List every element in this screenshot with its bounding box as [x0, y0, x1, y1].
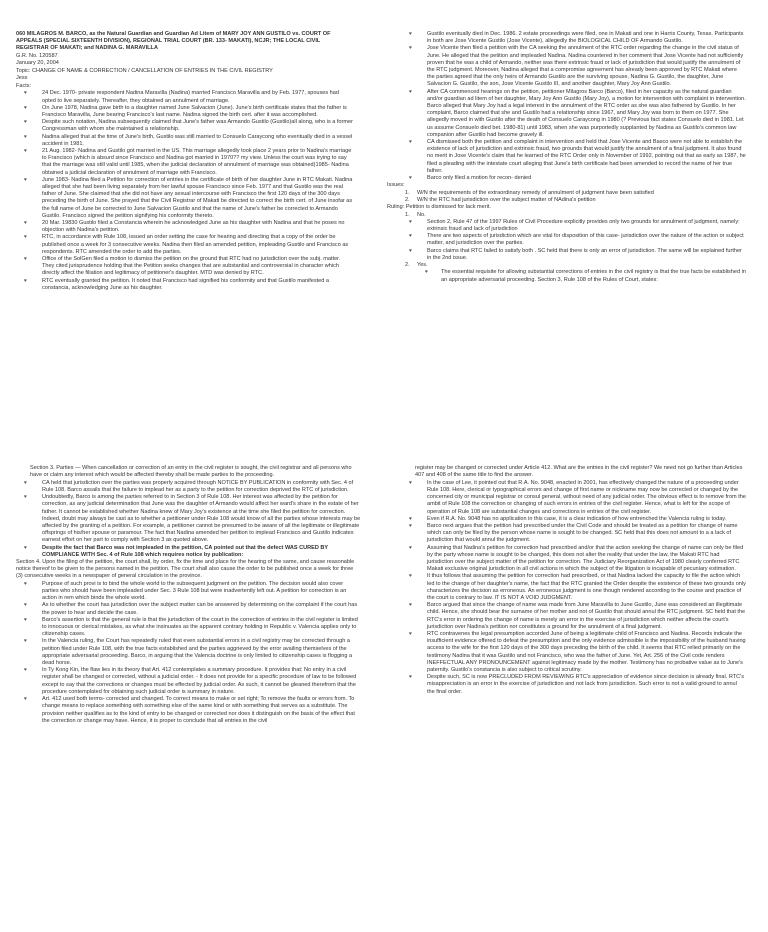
list-item: ♥ In the Valencia ruling, the Court has repeatedly ruled that even substantial errors in a civil registry may be corrected through a petition filed under Rule 108, with the true facts established and the parties aggrieved by the error availing themselves of the appropriate adversarial proceeding. Barco, in arguing that the Valencia doctrine is only limited to citizenship cases is flogging a dead horse. [24, 638, 353, 667]
list-item: ♥ 20 Mar. 19830 Gustilo filed a Constancia wherein he acknowledged June as his daughter with Nadina and that he poses no objection with Nadina's petition. [24, 220, 345, 234]
list-item: ♥ On June 1978, Nadina gave birth to a daughter named June Salvacion (June). June's birth certificate states that the father is Francisco Maravilla, June bearing Francisco's last name. Nadina signed the birth cert. after it was accomplished. [24, 104, 347, 119]
author: Jess [16, 75, 28, 82]
heart-bullet-icon: ♥ [409, 31, 412, 37]
heart-bullet-icon: ♥ [24, 616, 27, 623]
page2-right-column [401, 465, 746, 696]
heart-bullet-icon: ♥ [24, 602, 27, 609]
list-item: ♥ RTC eventually granted the petition. It noted that Francisco had signified his conformity and that Gustilo manifested a constancia, acknowledging June as his daughter. [24, 277, 329, 291]
list-item: ♥ Barco's assertion is that the general rule is that the jurisdiction of the court in the correction of entries in the civil register is limited to innocuous or clerical mistakes, as what she insinuates as the apparent contrary holding in Republic v. Valencia applies only to citizenship cases. [24, 616, 358, 638]
heart-bullet-icon: ♥ [409, 45, 412, 52]
heart-bullet-icon: ♥ [409, 247, 412, 254]
issues-section [387, 182, 746, 283]
list-item: ♥ As to whether the court has jurisdiction over the subject matter can be answered by determining on the complaint if the court has the power to hear and decide the case. [24, 602, 358, 616]
section-3-quote: Section 3. Parties — When cancellation or correction of an entry in the civil register is sought, the civil registrar and all persons who have or claim any interest which would be affected thereby shall be made parties to the proceeding. [30, 465, 352, 479]
heart-bullet-icon: ♥ [409, 630, 412, 637]
heart-bullet-icon: ♥ [24, 119, 27, 126]
list-item: ♥ Nadina alleged that at the time of June's birth, Gustilo was still married to Consuelo Caraycong who eventually died in a vessel accident in 1981. [24, 133, 353, 147]
heart-bullet-icon: ♥ [24, 234, 27, 241]
list-item: ♥ It thus follows that assuming the petition for correction had prescribed, or that Nadina lacked the capacity to file the action which led to the change of her daughter's name, the fact that the RTC granted the Order despite the existence of these two grounds only characterizes the decision as erroneous. An erroneous judgment is one though rendered according to the course and practice of the court is contrary to law. IT IS NOT A VOID JUDGMENT. [409, 573, 746, 601]
heart-bullet-icon: ♥ [24, 148, 27, 155]
list-item: ♥ Jose Vicente then filed a petition with the CA seeking the annulment of the RTC order regarding the change in the civil status of June. He alleged that the petition and impleaded Nadina. Nadina countered in her comment that Jose Vicente had not sufficiently proven that he was a child of Armando, neither was there extrinsic fraud or lack of jurisdiction that would justify the annulment of the RTC judgment. Moreover, Nadina alleged that a compromise agreement has already been approved by RTC Makati where the parties agreed that the only heirs of Armando Gustilo are the surviving spouse, Nadina G. Gustilo, the daughter, June Salvacion G. Gustilo, the son, Jose Vicente Gustilo III, and another daughter, Mary Joy Ann Gustilo. [409, 45, 744, 88]
list-item: ♥ After CA commenced hearings on the petition, petitioner Milagros Barco (Barco), filed in her capacity as the natural guardian and/or guardian ad litem of her daughter, Mary Joy Ann Gustilo (Mary Joy), a motion for intervention with complaint in intervention. Barco alleged that Mary Joy had a legal interest in the annulment of the RTC order as she was also fathered by Gustilo. In her complaint, Barco claimed that she and Gustilo had a relationship since 1967, and Mary Joy was born to them on 1977. She allegedly moved in with Gustilo after the death of Consuelo Caraycong in 1980 (? Previous fact states Consuelo died in 1981. Let us assume Consuelo died bet. 1980-81) until 1983, when she was purportedly supplanted by Nadina as Gustilo's common law companion after Gustilo had become gravely ill. [409, 88, 746, 138]
facts-label: Facts: [16, 82, 32, 89]
heart-bullet-icon: ♥ [24, 696, 27, 703]
gr-number: G.R. No. 120587 [16, 52, 58, 59]
list-item: ♥ June 1983- Nadina filed a Petition for correction of entries in the certificate of birth of her daughter June in RTC Makati. Nadina alleged that she had been living separately from her lawful spouse Francisco since Feb. 1977 and that Gustilo was the real father of June. She claimed that she did not have any sexual intercourse with Francisco the first 120 days of the 300 days preceding the birth of June. She prayed that the Civil Registrar of Makati be directed to correct the birth cert. of June insofar as the full name of June be corrected to June Salvacion Gustilo and that the name of June's father be corrected to Armando Gustilo. Francisco signed the petition signifying his conformity thereto. [24, 176, 353, 219]
issues-label: Issues: [387, 182, 405, 189]
list-item: 1. No. [405, 211, 426, 218]
heart-bullet-icon: ♥ [409, 233, 412, 240]
list-item: ♥ Barco claims that RTC failed to satisfy both . SC held that there is only an error of jurisdiction. The same will be explained further in the 2nd issue. [409, 247, 742, 261]
heart-bullet-icon: ♥ [425, 269, 428, 276]
heart-bullet-icon: ♥ [24, 133, 27, 140]
list-item: ♥ CA dismissed both the petition and complaint in intervention and held that Jose Vicente and Basco were not able to establish the existence of lack of jurisdiction and extrinsic fraud, two grounds that would justify the annulment of a final judgment. It also found no merit in Jose Vicente's claim that he learned of the RTC Order only in November of 1992, pointing out that as early as 1987, he filed a pleading with the intestate court alleging that June's birth certificate had been amended to record the name of her true father. [409, 139, 746, 174]
ruling-label: Ruling: Petition is dismissed for lack merit. [387, 204, 491, 211]
list-item: ♥ CA held that jurisdiction over the parties was properly acquired through NOTICE BY PUBLICATION in conformity with Sec. 4 of Rule 108. Barco assails that the failure to implead her as a party to the petition for correction deprived the RTC of jurisdiction. [24, 479, 354, 493]
page2-left-column [16, 465, 361, 725]
heart-bullet-icon: ♥ [24, 277, 27, 284]
list-item: ♥ In the case of Lee, it pointed out that R.A. No. 9048, enacted in 2001, has effectively changed the nature of a proceeding under Rule 108. Here, clerical or typographical errors and change of first name or nickname may now be corrected or changed by the concerned city or municipal registrar or consul general, without need of any judicial order. The obvious effect is to remove from the ambit of Rule 108 the correction or changing of such errors in entries of the civil register. Hence, what is left for the scope of operation of Rule 108 are substantial changes and corrections in entries of the civil register. [409, 479, 746, 515]
list-item: ♥ Despite the fact that Barco was not impleaded in the petition, CA pointed out that the defect WAS CURED BY COMPLIANCE WITH Sec. 4 of Rule 108 which requires notice by publication: [24, 544, 328, 558]
heart-bullet-icon: ♥ [24, 176, 27, 183]
heart-bullet-icon: ♥ [24, 90, 27, 97]
heart-bullet-icon: ♥ [409, 88, 412, 95]
list-item: ♥ 21 Aug. 1982- Nadina and Gustilo got married in the US. This marriage allegedly took place 2 years prior to Nadina's marriage to Francisco (which is absurd since Francisco and Nadina got married in 1970?? my view. Unless the court was trying to say that the marriage was still valid until 1985, when the judicial declaration of annulment of marriage was obtained)1985- Nadina obtained a judicial declaration of annulment of marriage with Francisco. [24, 148, 352, 176]
facts-list [16, 90, 354, 292]
list-item: ♥ Barco argued that since the change of name was made from June Maravilla to June Gustilo, June was considered an illegitimate child. Hence, she should bear the surname of her mother and not of Gustilo that should annul the RTC judgment. SC held that the RTC's error in ordering the change of name is merely an error in the exercise of jurisdiction which neither affects the court's jurisdiction over Nadina's petition nor constitutes a ground for the annulment of a final judgment. [409, 602, 746, 630]
list-item: ♥ RTC contravenes the legal presumption accorded June of being a legitimate child of Francisco and Nadina. Records indicate the insufficient evidence offered to defeat the presumption and the only evidence admissible is the impossibility of the husband having access to the wife for the first 120 days of the 300 days preceding the birth of the child. It seems that RTC relied primarily on the testimony Nadina that it was Gustilo and not Francisco, who was the father of June. Yet, Art. 256 of the Civil code renders INEFFECTUAL ANY PRONOUNCEMENT against legitimacy made by the mother. Testimony has no probative value as to June's paternity. Gustilo's constancia is also subject to critical scrutiny. [409, 630, 746, 673]
case-title: 060 MILAGROS M. BARCO, as the Natural Guardian and Guardian Ad Litem of MARY JOY ANN GUSTILO vs. COURT OF APPEALS (SPECIAL SIXTEENTH DIVISION), REGIONAL TRIAL COURT (BR. 133- MAKATI), NCJR; THE LOCAL CIVIL REGISTRAR OF MAKATI; and NADINA G. MARAVILLA [16, 31, 331, 52]
list-item: ♥ Even if R.A. No. 9048 has no application in this case, it is a clear indication of how entrenched the Valencia ruling is today. [409, 515, 727, 522]
ruling-text: Petition is dismissed for lack merit. [405, 204, 491, 211]
page1-right-column [387, 31, 746, 284]
list-item: ♥ Undoubtedly, Barco is among the parties referred to in Section 3 of Rule 108. Her interest was affected by the petition for correction, as any judicial determination that June was the daughter of Armando would affect her ward's share in the estate of her father. It cannot be established whether Nadina knew of Mary Joy's existence at the time she filed the petition for correction. Indeed, doubt may always be cast as to whether a petitioner under Rule 108 would know of all the parties whose interests may be affected by the granting of a petition. For example, a petitioner cannot be presumed to be aware of all the legitimate or illegitimate offsprings of his/her spouse or paramour. The fact that Nadina amended her petition to implead Francisco and Gustilo indicates earnest effort on her part to comply with Section 3 as quoted above. [24, 494, 361, 544]
page2-left-bullets [16, 480, 361, 559]
list-item: ♥ Gustilo eventually died in Dec. 1986. 2 estate proceedings were filed, one in Makati and one in Harris County, Texas. Participants in both are Jose Vicente Gustilo (Jose Vicente), allegedly the BIOLOGICAL CHILD OF Armando Gustilo. [409, 31, 744, 45]
article-412-text: register may be changed or corrected under Article 412. What are the entries in the civil register? We need not go further than Articles 407 and 408 of the same title to find the answer. [415, 465, 743, 479]
ruling-1-bullets [401, 219, 746, 262]
heart-bullet-icon: ♥ [409, 175, 412, 182]
heart-bullet-icon: ♥ [409, 522, 412, 529]
list-item: 1. W/N the requirements of the extraordinary remedy of annulment of judgment have been satisfied [405, 189, 654, 196]
heart-bullet-icon: ♥ [409, 544, 412, 551]
list-item: ♥ Barco next argues that the petition had prescribed under the Civil Code and should be treated as a petition for change of name which can only be filed by the person whose name is sought to be changed. SC held that this does not amount to a a lack of jurisdiction that would annul the judgment. [409, 522, 738, 544]
page2-right-bullets [401, 480, 746, 696]
list-item: 2. Yes. [405, 262, 428, 269]
section-4-quote: Section 4. Upon the filing of the petition, the court shall, by order, fix the time and place for the hearing of the same, and cause reasonable notice thereof to be given to the persons named in the petition. The court shall also cause the order to be published once a week for three (3) consecutive weeks in a newspaper of general circulation in the province. [16, 558, 355, 580]
heart-bullet-icon: ♥ [24, 220, 27, 227]
list-item: ♥ Assuming that Nadina's petition for correction had prescribed and/or that the action seeking the change of name can only be filed by the party whose name is sought to be changed, this does not alter the reality that under the law, the Makati RTC had jurisdiction over the subject matter of the petition for correction. The Judiciary Reorganization Act of 1980 clearly conferred RTC Makati exclusive original jurisdiction in all civil actions in which the subject of the litigation is incapable of pecuniary estimation. [409, 544, 744, 573]
ruling-2-bullets [415, 269, 746, 283]
list-item: ♥ Art. 412 used both terms- corrected and changed. To correct means to make or set right; To remove the faults or errors from. To change means to replace something with something else of the same kind or with something that serves as a substitute. The provision neither qualifies as to the kind of entry to be changed or corrected nor does it distinguish on the basis of the effect that the correction or change may have. Hence, it is proper to conclude that all entries in the civil [24, 696, 355, 724]
topic: Topic: CHANGE OF NAME & CORRECTION / CANCELLATION OF ENTRIES IN THE CIVIL REGISTRY [16, 67, 273, 74]
list-item: ♥ Section 2, Rule 47 of the 1997 Rules of Civil Procedure explicitly provides only two grounds for annulment of judgment, namely: extrinsic fraud and lack of jurisdiction [409, 218, 740, 233]
heart-bullet-icon: ♥ [24, 494, 27, 501]
page1-left-column [16, 31, 354, 292]
list-item: ♥ Purpose of such provi is to bind the whole world to the subsequent judgment on the petition. The decision would also cover parties who should have been impleaded under Sec. 3 Rule 108 but were inadvertently left out. A petition for correction is an action in rem which binds the whole world. [24, 580, 347, 602]
issues-list [401, 190, 746, 204]
list-item: ♥ Office of the SolGen filed a motion to dismiss the petition on the ground that RTC had no jurisdiction over the subj. matter. They cited jurisprudence holding that the Petition seeks changes that are substantial and controversial in character which directly affect the filiation and legitimacy of petitioner's daughter. MTD was denied by RTC. [24, 256, 341, 277]
list-item: ♥ Despite such, SC is now PRECLUDED FROM REVIEWING RTC's appreciation of evidence since decision is already final. RTC's misappreciation is an error in the exercise of jurisdiction and not lack from jurisdiction. Such error is not a valid ground to annul the final order. [409, 674, 744, 695]
heart-bullet-icon: ♥ [409, 515, 412, 522]
facts-list-continued [401, 31, 746, 182]
heart-bullet-icon: ♥ [24, 667, 27, 674]
list-item: ♥ RTC, in accordance with Rule 108, issued an order setting the case for hearing and directing that a copy of the order be published once a week for 3 consecutive weeks. Nadina then filed an amended petition, impleading Gustilo and Francisco as respondents. RTC amended the order to add the parties. [24, 234, 349, 255]
list-item: ♥ Barco only filed a motion for recon- denied [409, 175, 532, 182]
list-item: ♥ Despite such notation, Nadina subsequently claimed that June's father was Armando Gustilo (Gustilo)all along, who is a former Congressman with whom she maintained a relationship. [24, 119, 353, 133]
heart-bullet-icon: ♥ [24, 580, 27, 587]
list-item: ♥ There are two aspects of jurisdiction which are vital for disposition of this case- jurisdiction over the nature of the action or subject matter, and jurisdiction over the parties. [409, 233, 744, 247]
heart-bullet-icon: ♥ [409, 573, 412, 580]
heart-bullet-icon: ♥ [24, 104, 27, 111]
heart-bullet-icon: ♥ [409, 479, 412, 486]
heart-bullet-icon: ♥ [24, 638, 27, 645]
ruling-list [401, 212, 746, 219]
case-date: January 20, 2004 [16, 60, 59, 67]
list-item: ♥ 24 Dec. 1970- private respondent Nadina Maravilla (Nadina) married Francisco Maravilla and by Feb. 1977, spouses had opted to live separately. Thereafter, they obtained an annulment of marriage. [24, 90, 339, 104]
heart-bullet-icon: ♥ [409, 218, 412, 225]
heart-bullet-icon: ♥ [409, 674, 412, 681]
heart-bullet-icon: ♥ [409, 139, 412, 146]
ruling-list-2 [401, 262, 746, 269]
list-item: 2. W/N the RTC had jurisdiction over the subject matter of NAdina's petition [405, 196, 596, 203]
heart-bullet-icon: ♥ [24, 544, 27, 551]
page2-left-bullets-2 [16, 581, 361, 725]
list-item: ♥ In Ty Kong Kin, the flaw lies in its theory that Art. 412 contemplates a summary procedure. It provides that: No entry in a civil register shall be changed or corrected, without a judicial order. - It does not provide for a specific procedure of law to be followed except to say that the corrections or changes must be effected by judicial order. As such, it cannot be gleaned therefrom that the procedure contemplated for obtaining such judicial order is summary in nature. [24, 667, 357, 695]
heart-bullet-icon: ♥ [24, 479, 27, 486]
heart-bullet-icon: ♥ [409, 602, 412, 609]
list-item: ♥ The essential requisite for allowing substantial corrections of entries in the civil registry is that the true facts be established in an appropriate adversarial proceeding. Section 3, Rule 108 of the Rules of Court, states: [425, 269, 746, 283]
heart-bullet-icon: ♥ [24, 256, 27, 263]
